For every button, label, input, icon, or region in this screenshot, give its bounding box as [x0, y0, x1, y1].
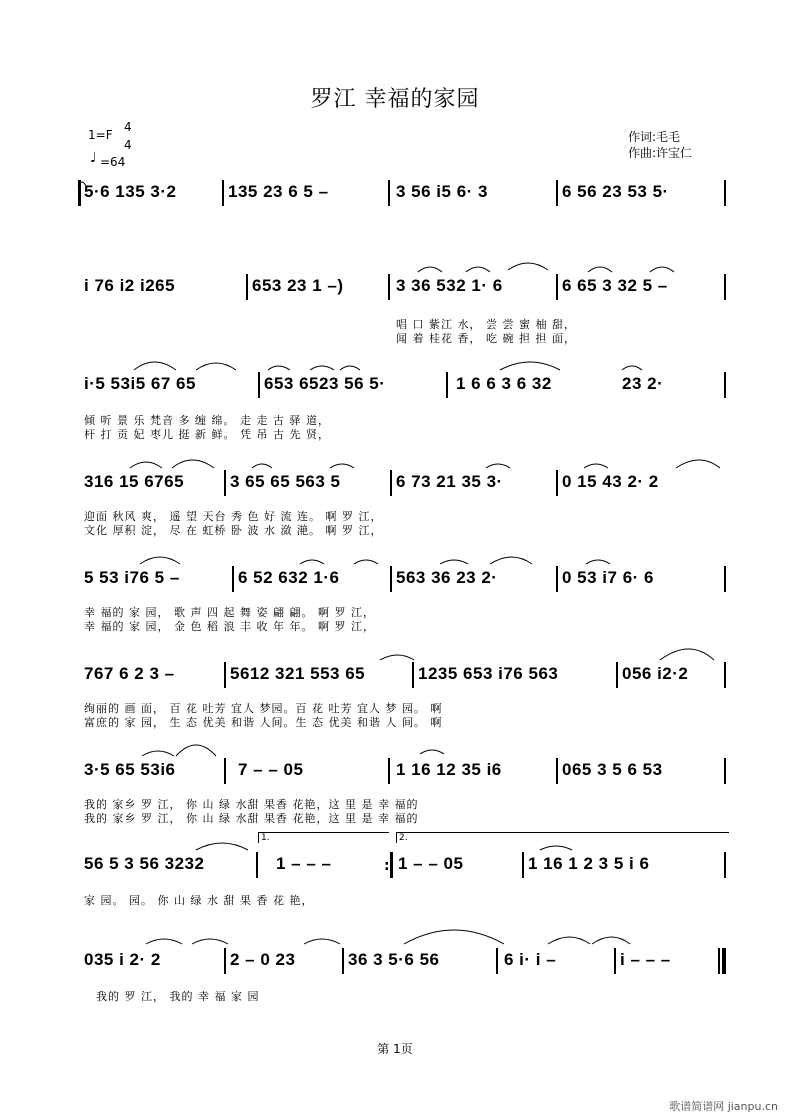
measure: 653 6523 56 5· — [264, 374, 386, 393]
measure: 6 56 23 53 5· — [562, 182, 669, 201]
slur — [310, 366, 334, 370]
measure: 1 16 1 2 3 5 i 6 — [528, 854, 650, 873]
key-signature: 1=F — [88, 128, 113, 142]
slur — [440, 560, 468, 564]
measure: 7 – – 05 — [238, 760, 304, 779]
measure: i – – – — [620, 950, 671, 969]
measure: 3 65 65 563 5 — [230, 472, 341, 491]
slur — [404, 930, 504, 944]
measure: 6 73 21 35 3· — [396, 472, 503, 491]
lyric-verse-2: 闻 着 桂花 香， 吃 碗 担 担 面， — [396, 332, 576, 345]
lyric-verse-2: 杆 打 贡 妃 枣儿 挺 新 鲜。 凭 吊 古 先 贤， — [84, 428, 330, 441]
measure: 316 15 6765 — [84, 472, 185, 491]
measure: 56 5 3 56 3232 — [84, 854, 205, 873]
measure: 1235 653 i76 563 — [418, 664, 559, 683]
measure: 135 23 6 5 – — [228, 182, 329, 201]
slur — [586, 560, 610, 564]
quarter-note-icon: ♩ — [90, 150, 97, 166]
slur — [486, 464, 510, 468]
lyricist-credit: 作词:毛毛 — [628, 130, 681, 144]
slur — [380, 655, 414, 660]
lyric-line: 我的 罗 江， 我的 幸 福 家 园 — [96, 990, 260, 1003]
slur — [650, 267, 674, 272]
measure: 1 16 12 35 i6 — [396, 760, 502, 779]
slur — [340, 366, 360, 370]
measure: 056 i2·2 — [622, 664, 689, 683]
slur — [584, 464, 608, 468]
time-signature-bottom: 4 — [124, 138, 132, 152]
measure: 5·6 135 3·2 — [84, 182, 177, 201]
measure: 23 2· — [622, 374, 664, 393]
slur — [548, 937, 590, 944]
measure: i·5 53i5 67 65 — [84, 374, 196, 393]
measure: 0 15 43 2· 2 — [562, 472, 659, 491]
time-signature-top: 4 — [124, 120, 132, 134]
measure: 2 – 0 23 — [230, 950, 296, 969]
slur — [540, 846, 572, 850]
composer-credit: 作曲:许宝仁 — [628, 146, 693, 160]
lyric-verse-1: 唱 口 紫江 水， 尝 尝 蜜 柚 甜， — [396, 318, 576, 331]
slur — [330, 464, 354, 468]
tempo-mark: =64 — [100, 155, 126, 169]
volta-second-ending: 2. — [396, 832, 729, 843]
lyric-verse-2: 富庶的 家 园， 生 态 优美 和谐 人间。生 态 优美 和谐 人 间。 啊 — [84, 716, 443, 729]
measure: 1 – – – — [276, 854, 332, 873]
measure: 3 36 532 1· 6 — [396, 276, 503, 295]
slur — [304, 939, 340, 944]
slur — [196, 843, 248, 850]
slur — [176, 745, 216, 756]
slur — [196, 363, 236, 370]
measure: 653 23 1 –) — [252, 276, 344, 295]
slur — [146, 939, 182, 944]
measure: 563 36 23 2· — [396, 568, 498, 587]
slur — [420, 750, 444, 754]
repeat-dots: : — [384, 858, 390, 874]
slur — [130, 462, 162, 468]
measure: 1 – – 05 — [398, 854, 464, 873]
slur — [134, 362, 176, 370]
slur — [252, 464, 272, 468]
slur — [508, 263, 548, 270]
slur — [676, 460, 720, 468]
lyric-verse-1: 迎面 秋风 爽， 遥 望 天台 秀 色 好 流 连。 啊 罗 江， — [84, 510, 383, 523]
slur — [622, 366, 642, 370]
measure: 0 53 i7 6· 6 — [562, 568, 655, 587]
slur — [268, 366, 290, 370]
measure: 767 6 2 3 – — [84, 664, 175, 683]
measure: 6 i· i – — [504, 950, 557, 969]
slur — [418, 267, 442, 272]
lyric-verse-1: 我的 家乡 罗 江， 你 山 绿 水甜 果香 花艳，这 里 是 幸 福的 — [84, 798, 419, 811]
slur — [354, 560, 378, 564]
slur — [500, 362, 560, 370]
slur — [300, 560, 324, 564]
page-title: 罗江 幸福的家园 — [310, 87, 480, 112]
slur — [592, 937, 630, 944]
measure: 6 65 3 32 5 – — [562, 276, 668, 295]
measure: 1 6 6 3 6 32 — [456, 374, 552, 393]
slur — [172, 460, 214, 468]
slur — [192, 939, 228, 944]
lyric-verse-2: 我的 家乡 罗 江， 你 山 绿 水甜 果香 花艳，这 里 是 幸 福的 — [84, 812, 419, 825]
lyric-verse-2: 幸 福的 家 园， 金 色 稻 浪 丰 收 年 年。 啊 罗 江， — [84, 620, 375, 633]
lyric-verse-1: 倾 听 景 乐 梵音 多 缠 绵。 走 走 古 驿 道， — [84, 414, 330, 427]
measure: 6 52 632 1·6 — [238, 568, 340, 587]
lyric-verse-2: 文化 厚积 淀， 尽 在 虹桥 卧 波 水 潋 滟。 啊 罗 江， — [84, 524, 383, 537]
slur — [466, 267, 490, 272]
measure: 3·5 65 53i6 — [84, 760, 176, 779]
slur — [78, 182, 86, 186]
measure: 035 i 2· 2 — [84, 950, 161, 969]
measure: 5612 321 553 65 — [230, 664, 366, 683]
lyric-line: 家 园。 园。 你 山 绿 水 甜 果 香 花 艳， — [84, 894, 314, 907]
measure: 5 53 i76 5 – — [84, 568, 180, 587]
slur — [660, 649, 714, 660]
slur — [490, 557, 532, 564]
lyric-verse-1: 绚丽的 画 面， 百 花 吐芳 宜人 梦园。百 花 吐芳 宜人 梦 园。 啊 — [84, 702, 443, 715]
slur — [140, 557, 180, 564]
page-number: 第 1页 — [377, 1042, 413, 1056]
watermark: 歌谱简谱网 jianpu.cn — [669, 1100, 778, 1113]
measure: 3 56 i5 6· 3 — [396, 182, 489, 201]
measure: 36 3 5·6 56 — [348, 950, 440, 969]
volta-first-ending: 1. — [258, 832, 389, 843]
lyric-verse-1: 幸 福的 家 园， 歌 声 四 起 舞 姿 翩 翩。 啊 罗 江， — [84, 606, 375, 619]
slur — [588, 267, 612, 272]
measure: 065 3 5 6 53 — [562, 760, 663, 779]
slur — [142, 751, 174, 756]
measure: i 76 i2 i265 — [84, 276, 176, 295]
